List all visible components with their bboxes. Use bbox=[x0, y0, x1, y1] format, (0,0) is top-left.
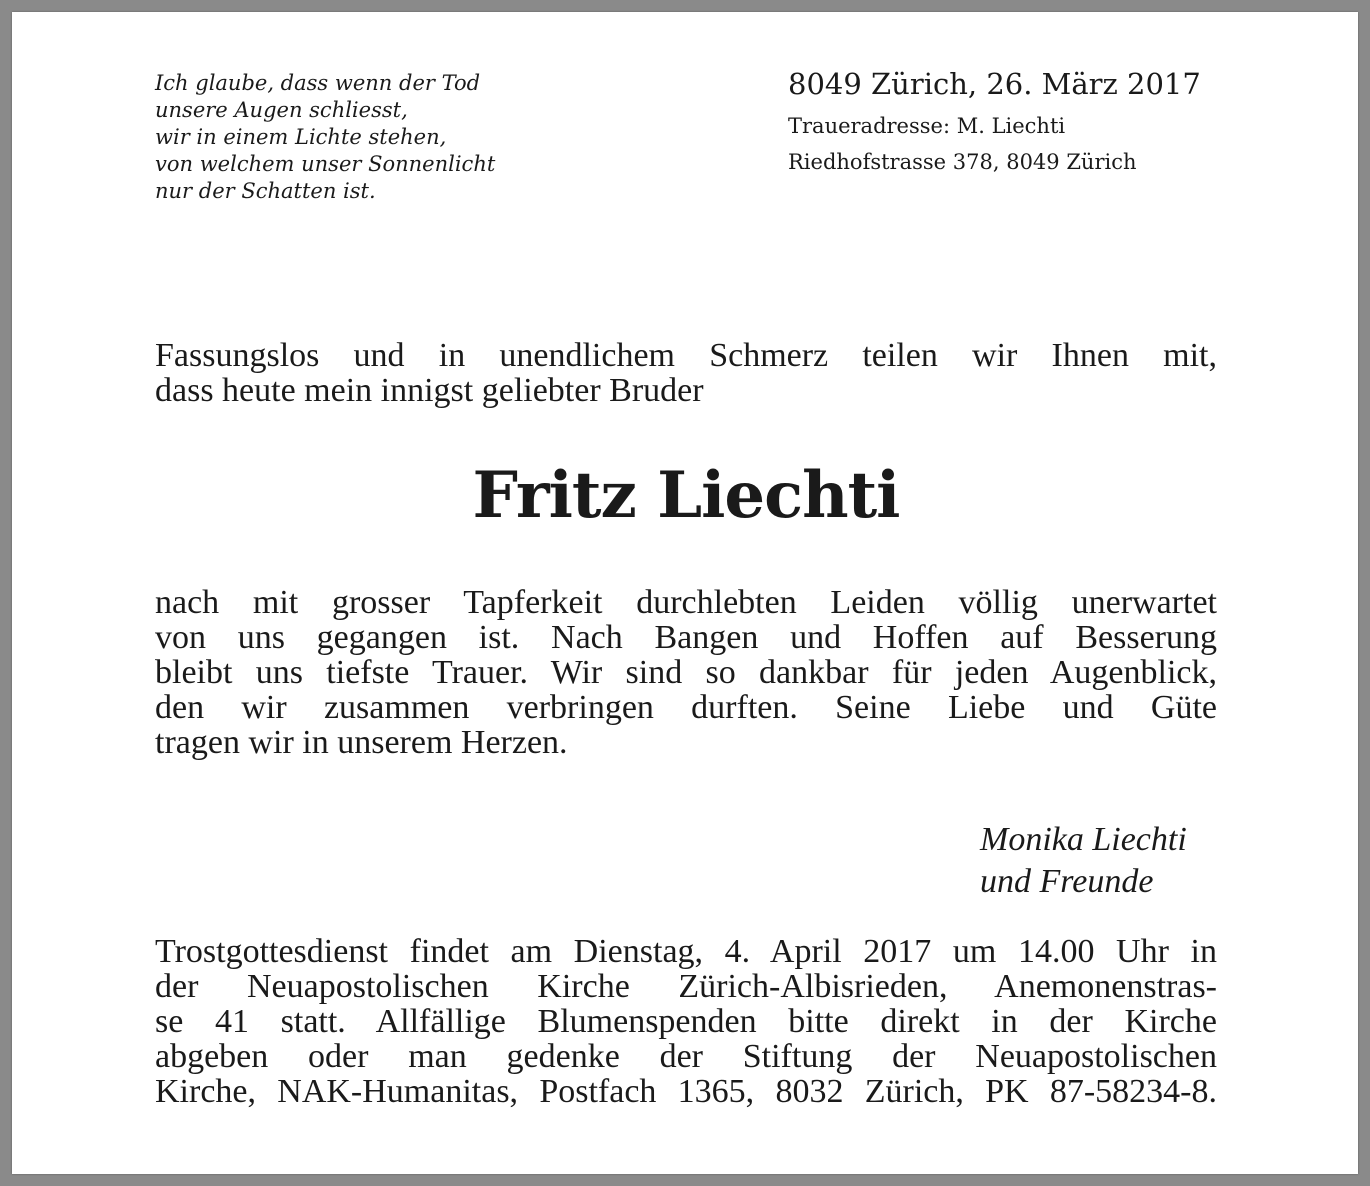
service-paragraph bbox=[155, 934, 1217, 1109]
body-line: von uns gegangen ist. Nach Bangen und Hoffen auf Besserung bbox=[155, 619, 1217, 656]
quote-line: nur der Schatten ist. bbox=[155, 179, 376, 203]
body-line: bleibt uns tiefste Trauer. Wir sind so dankbar für jeden Augenblick, bbox=[155, 654, 1217, 691]
deceased-name: Fritz Liechti bbox=[472, 458, 900, 533]
obituary-page bbox=[12, 12, 1358, 1174]
address-line: Traueradresse: M. Liechti bbox=[788, 114, 1066, 138]
service-line: Kirche, NAK-Humanitas, Postfach 1365, 8032 Zürich, PK 87-58234-8. bbox=[155, 1073, 1217, 1110]
body-line: den wir zusammen verbringen durften. Seine Liebe und Güte bbox=[155, 689, 1217, 726]
place-date: 8049 Zürich, 26. März 2017 bbox=[788, 67, 1201, 101]
quote-line: unsere Augen schliesst, bbox=[155, 98, 408, 122]
service-line: abgeben oder man gedenke der Stiftung der Neuapostolischen bbox=[155, 1038, 1217, 1075]
service-line: Trostgottesdienst findet am Dienstag, 4. April 2017 um 14.00 Uhr in bbox=[155, 933, 1217, 970]
address-line: Riedhofstrasse 378, 8049 Zürich bbox=[788, 150, 1137, 174]
body-line: tragen wir in unserem Herzen. bbox=[155, 724, 568, 761]
intro-line: Fassungslos und in unendlichem Schmerz teilen wir Ihnen mit, bbox=[155, 337, 1217, 374]
body-paragraph bbox=[155, 585, 1217, 760]
mourning-address bbox=[788, 108, 1228, 180]
body-line: nach mit grosser Tapferkeit durchlebten Leiden völlig unerwartet bbox=[155, 584, 1217, 621]
intro-paragraph bbox=[155, 338, 1217, 408]
intro-line: dass heute mein innigst geliebter Bruder bbox=[155, 372, 704, 409]
signature bbox=[980, 819, 1187, 903]
service-line: der Neuapostolischen Kirche Zürich-Albisrieden, Anemonenstras- bbox=[155, 968, 1217, 1005]
epigraph-quote bbox=[155, 70, 585, 205]
service-line: se 41 statt. Allfällige Blumenspenden bitte direkt in der Kirche bbox=[155, 1003, 1217, 1040]
signature-line: und Freunde bbox=[980, 863, 1154, 900]
quote-line: von welchem unser Sonnenlicht bbox=[155, 152, 496, 176]
signature-line: Monika Liechti bbox=[980, 821, 1187, 858]
quote-line: Ich glaube, dass wenn der Tod bbox=[155, 71, 481, 95]
quote-line: wir in einem Lichte stehen, bbox=[155, 125, 447, 149]
